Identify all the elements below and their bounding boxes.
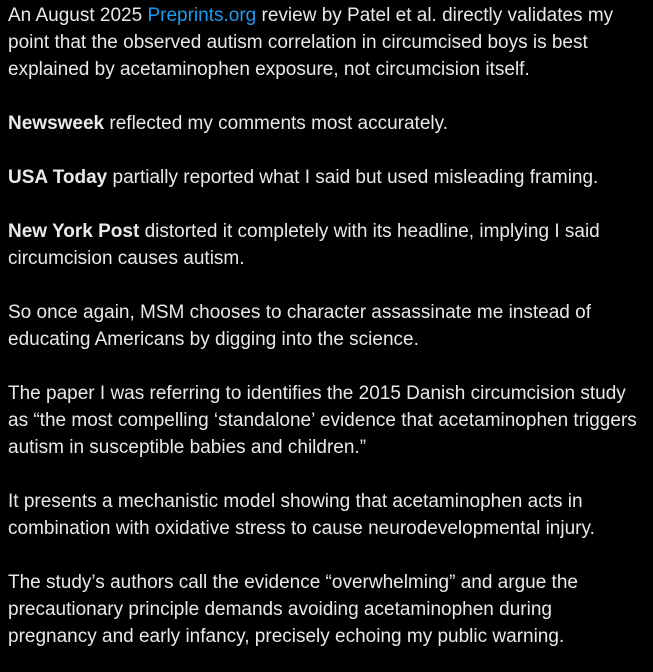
- paragraph-new-york-post: [8, 218, 645, 272]
- paragraph-text: An August 2025: [8, 5, 148, 26]
- paragraph-text: distorted it completely with its headline, implying I said circumcision causes autism.: [8, 221, 600, 269]
- paragraph-text: reflected my comments most accurately.: [104, 113, 448, 134]
- paragraph-text: partially reported what I said but used misleading framing.: [107, 167, 599, 188]
- paragraph-newsweek: [8, 110, 645, 137]
- paragraph-preprints-review: [8, 2, 645, 83]
- paragraph-text: review by Patel et al. directly validates my point that the observed autism correlation in circumcised boys is best explained by acetaminophen exposure, not circumcision itself.: [8, 5, 614, 80]
- preprints-link[interactable]: Preprints.org: [147, 5, 257, 26]
- paragraph-danish-study: The paper I was referring to identifies the 2015 Danish circumcision study as “the most compelling ‘standalone’ evidence that acetaminophen triggers autism in susceptible babies and children.”: [8, 383, 637, 458]
- outlet-name-newsweek: Newsweek: [8, 113, 105, 134]
- outlet-name-usa-today: USA Today: [8, 167, 108, 188]
- paragraph-usa-today: [8, 164, 645, 191]
- paragraph-mechanistic-model: It presents a mechanistic model showing that acetaminophen acts in combination with oxidative stress to cause neurodevelopmental injury.: [8, 491, 595, 539]
- outlet-name-new-york-post: New York Post: [8, 221, 140, 242]
- paragraph-msm: So once again, MSM chooses to character assassinate me instead of educating Americans by digging into the science.: [8, 302, 591, 350]
- paragraph-authors-conclusion: The study’s authors call the evidence “overwhelming” and argue the precautionary principle demands avoiding acetaminophen during pregnancy and early infancy, precisely echoing my public warning.: [8, 572, 578, 647]
